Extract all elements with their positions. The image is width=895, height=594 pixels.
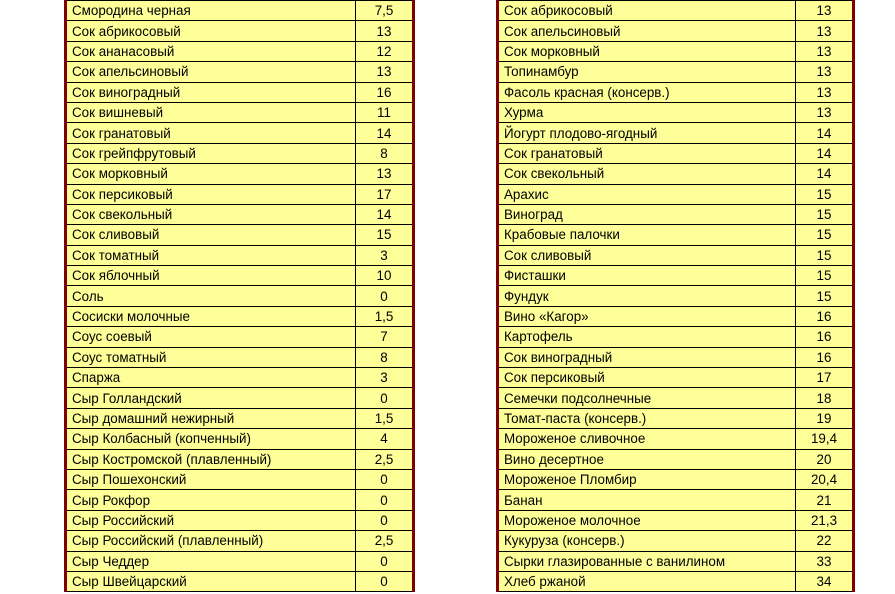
value-cell: 15 bbox=[796, 286, 854, 306]
value-cell: 19,4 bbox=[796, 429, 854, 449]
table-row bbox=[498, 510, 854, 530]
value-cell: 0 bbox=[356, 286, 414, 306]
table-row bbox=[498, 204, 854, 224]
food-name-cell: Сырки глазированные с ванилином bbox=[498, 551, 796, 571]
food-name-cell: Сок виноградный bbox=[66, 82, 356, 102]
food-name-cell: Сосиски молочные bbox=[66, 306, 356, 326]
table-row bbox=[498, 571, 854, 591]
table-row bbox=[498, 21, 854, 41]
value-cell: 7,5 bbox=[356, 1, 414, 21]
food-name-cell: Банан bbox=[498, 490, 796, 510]
table-row bbox=[498, 184, 854, 204]
table-row bbox=[498, 164, 854, 184]
table-row bbox=[66, 510, 414, 530]
food-name-cell: Сыр Костромской (плавленный) bbox=[66, 449, 356, 469]
food-name-cell: Соль bbox=[66, 286, 356, 306]
table-row bbox=[498, 490, 854, 510]
value-cell: 15 bbox=[356, 225, 414, 245]
food-name-cell: Сок морковный bbox=[498, 41, 796, 61]
table-row bbox=[66, 143, 414, 163]
food-name-cell: Фундук bbox=[498, 286, 796, 306]
food-name-cell: Сок сливовый bbox=[66, 225, 356, 245]
value-cell: 15 bbox=[796, 204, 854, 224]
food-name-cell: Фасоль красная (консерв.) bbox=[498, 82, 796, 102]
value-cell: 8 bbox=[356, 347, 414, 367]
table-row bbox=[66, 490, 414, 510]
table-row bbox=[66, 306, 414, 326]
food-name-cell: Крабовые палочки bbox=[498, 225, 796, 245]
table-row bbox=[66, 204, 414, 224]
table-row bbox=[66, 429, 414, 449]
value-cell: 1,5 bbox=[356, 306, 414, 326]
table-row bbox=[66, 164, 414, 184]
table-row bbox=[498, 123, 854, 143]
food-name-cell: Сыр Рокфор bbox=[66, 490, 356, 510]
value-cell: 13 bbox=[356, 62, 414, 82]
food-name-cell: Сок ананасовый bbox=[66, 41, 356, 61]
table-row bbox=[498, 266, 854, 286]
table-row bbox=[498, 41, 854, 61]
table-row bbox=[66, 21, 414, 41]
table-row bbox=[498, 1, 854, 21]
food-name-cell: Йогурт плодово-ягодный bbox=[498, 123, 796, 143]
value-cell: 34 bbox=[796, 571, 854, 591]
value-cell: 3 bbox=[356, 368, 414, 388]
table-row bbox=[66, 286, 414, 306]
left-food-table bbox=[64, 0, 415, 592]
value-cell: 10 bbox=[356, 266, 414, 286]
table-row bbox=[66, 266, 414, 286]
table-row bbox=[66, 102, 414, 122]
value-cell: 13 bbox=[796, 21, 854, 41]
value-cell: 20,4 bbox=[796, 469, 854, 489]
table-row bbox=[498, 368, 854, 388]
food-name-cell: Сыр домашний нежирный bbox=[66, 408, 356, 428]
right-food-table bbox=[496, 0, 855, 592]
food-name-cell: Вино десертное bbox=[498, 449, 796, 469]
food-name-cell: Мороженое сливочное bbox=[498, 429, 796, 449]
table-row bbox=[498, 286, 854, 306]
food-name-cell: Кукуруза (консерв.) bbox=[498, 531, 796, 551]
value-cell: 11 bbox=[356, 102, 414, 122]
value-cell: 0 bbox=[356, 510, 414, 530]
food-name-cell: Сок свекольный bbox=[66, 204, 356, 224]
value-cell: 17 bbox=[356, 184, 414, 204]
value-cell: 2,5 bbox=[356, 449, 414, 469]
food-name-cell: Сыр Швейцарский bbox=[66, 571, 356, 591]
food-name-cell: Сок гранатовый bbox=[498, 143, 796, 163]
table-row bbox=[66, 1, 414, 21]
food-name-cell: Виноград bbox=[498, 204, 796, 224]
value-cell: 15 bbox=[796, 266, 854, 286]
food-name-cell: Семечки подсолнечные bbox=[498, 388, 796, 408]
table-row bbox=[66, 571, 414, 591]
value-cell: 15 bbox=[796, 184, 854, 204]
value-cell: 15 bbox=[796, 245, 854, 265]
food-name-cell: Топинамбур bbox=[498, 62, 796, 82]
table-row bbox=[66, 408, 414, 428]
table-row bbox=[498, 306, 854, 326]
food-name-cell: Сок персиковый bbox=[498, 368, 796, 388]
food-name-cell: Смородина черная bbox=[66, 1, 356, 21]
food-name-cell: Сыр Российский bbox=[66, 510, 356, 530]
food-name-cell: Сок абрикосовый bbox=[66, 21, 356, 41]
table-row bbox=[498, 62, 854, 82]
food-name-cell: Соус томатный bbox=[66, 347, 356, 367]
table-row bbox=[66, 62, 414, 82]
value-cell: 4 bbox=[356, 429, 414, 449]
food-name-cell: Сок сливовый bbox=[498, 245, 796, 265]
value-cell: 14 bbox=[796, 123, 854, 143]
table-row bbox=[498, 429, 854, 449]
table-row bbox=[66, 531, 414, 551]
table-row bbox=[66, 184, 414, 204]
value-cell: 13 bbox=[796, 41, 854, 61]
table-row bbox=[498, 449, 854, 469]
table-row bbox=[66, 551, 414, 571]
value-cell: 13 bbox=[796, 1, 854, 21]
table-row bbox=[498, 531, 854, 551]
value-cell: 2,5 bbox=[356, 531, 414, 551]
food-name-cell: Фисташки bbox=[498, 266, 796, 286]
value-cell: 0 bbox=[356, 490, 414, 510]
food-name-cell: Соус соевый bbox=[66, 327, 356, 347]
value-cell: 22 bbox=[796, 531, 854, 551]
value-cell: 18 bbox=[796, 388, 854, 408]
table-row bbox=[66, 469, 414, 489]
food-name-cell: Сыр Чеддер bbox=[66, 551, 356, 571]
food-name-cell: Сок гранатовый bbox=[66, 123, 356, 143]
food-name-cell: Сыр Колбасный (копченный) bbox=[66, 429, 356, 449]
value-cell: 14 bbox=[356, 204, 414, 224]
value-cell: 0 bbox=[356, 551, 414, 571]
table-row bbox=[498, 143, 854, 163]
food-name-cell: Арахис bbox=[498, 184, 796, 204]
table-row bbox=[66, 82, 414, 102]
table-row bbox=[66, 388, 414, 408]
table-row bbox=[66, 449, 414, 469]
value-cell: 20 bbox=[796, 449, 854, 469]
food-name-cell: Сок абрикосовый bbox=[498, 1, 796, 21]
food-name-cell: Сок апельсиновый bbox=[498, 21, 796, 41]
table-row bbox=[498, 327, 854, 347]
value-cell: 13 bbox=[356, 21, 414, 41]
table-row bbox=[498, 469, 854, 489]
value-cell: 16 bbox=[796, 347, 854, 367]
food-name-cell: Сок виноградный bbox=[498, 347, 796, 367]
table-row bbox=[498, 388, 854, 408]
value-cell: 21,3 bbox=[796, 510, 854, 530]
food-name-cell: Сыр Российский (плавленный) bbox=[66, 531, 356, 551]
food-name-cell: Спаржа bbox=[66, 368, 356, 388]
value-cell: 13 bbox=[796, 82, 854, 102]
table-row bbox=[66, 41, 414, 61]
food-name-cell: Сок яблочный bbox=[66, 266, 356, 286]
table-row bbox=[498, 82, 854, 102]
table-row bbox=[66, 123, 414, 143]
value-cell: 0 bbox=[356, 388, 414, 408]
value-cell: 3 bbox=[356, 245, 414, 265]
value-cell: 13 bbox=[796, 102, 854, 122]
table-row bbox=[66, 327, 414, 347]
value-cell: 21 bbox=[796, 490, 854, 510]
value-cell: 16 bbox=[796, 327, 854, 347]
table-row bbox=[66, 245, 414, 265]
food-name-cell: Картофель bbox=[498, 327, 796, 347]
food-name-cell: Сок грейпфрутовый bbox=[66, 143, 356, 163]
value-cell: 19 bbox=[796, 408, 854, 428]
value-cell: 17 bbox=[796, 368, 854, 388]
value-cell: 14 bbox=[796, 143, 854, 163]
value-cell: 12 bbox=[356, 41, 414, 61]
food-name-cell: Сок вишневый bbox=[66, 102, 356, 122]
value-cell: 13 bbox=[356, 164, 414, 184]
food-name-cell: Сыр Пошехонский bbox=[66, 469, 356, 489]
food-name-cell: Мороженое Пломбир bbox=[498, 469, 796, 489]
food-name-cell: Сок персиковый bbox=[66, 184, 356, 204]
table-row bbox=[498, 245, 854, 265]
table-row bbox=[66, 347, 414, 367]
food-name-cell: Хурма bbox=[498, 102, 796, 122]
value-cell: 7 bbox=[356, 327, 414, 347]
value-cell: 1,5 bbox=[356, 408, 414, 428]
food-name-cell: Сыр Голландский bbox=[66, 388, 356, 408]
table-row bbox=[498, 551, 854, 571]
food-name-cell: Сок свекольный bbox=[498, 164, 796, 184]
food-name-cell: Сок томатный bbox=[66, 245, 356, 265]
value-cell: 13 bbox=[796, 62, 854, 82]
food-name-cell: Сок апельсиновый bbox=[66, 62, 356, 82]
value-cell: 0 bbox=[356, 571, 414, 591]
table-row bbox=[498, 347, 854, 367]
food-name-cell: Мороженое молочное bbox=[498, 510, 796, 530]
table-row bbox=[498, 408, 854, 428]
value-cell: 16 bbox=[356, 82, 414, 102]
food-name-cell: Хлеб ржаной bbox=[498, 571, 796, 591]
food-name-cell: Сок морковный bbox=[66, 164, 356, 184]
food-name-cell: Вино «Кагор» bbox=[498, 306, 796, 326]
value-cell: 8 bbox=[356, 143, 414, 163]
value-cell: 14 bbox=[356, 123, 414, 143]
value-cell: 33 bbox=[796, 551, 854, 571]
value-cell: 16 bbox=[796, 306, 854, 326]
value-cell: 0 bbox=[356, 469, 414, 489]
value-cell: 15 bbox=[796, 225, 854, 245]
food-name-cell: Томат-паста (консерв.) bbox=[498, 408, 796, 428]
table-row bbox=[66, 368, 414, 388]
table-row bbox=[498, 102, 854, 122]
table-row bbox=[498, 225, 854, 245]
table-row bbox=[66, 225, 414, 245]
value-cell: 14 bbox=[796, 164, 854, 184]
